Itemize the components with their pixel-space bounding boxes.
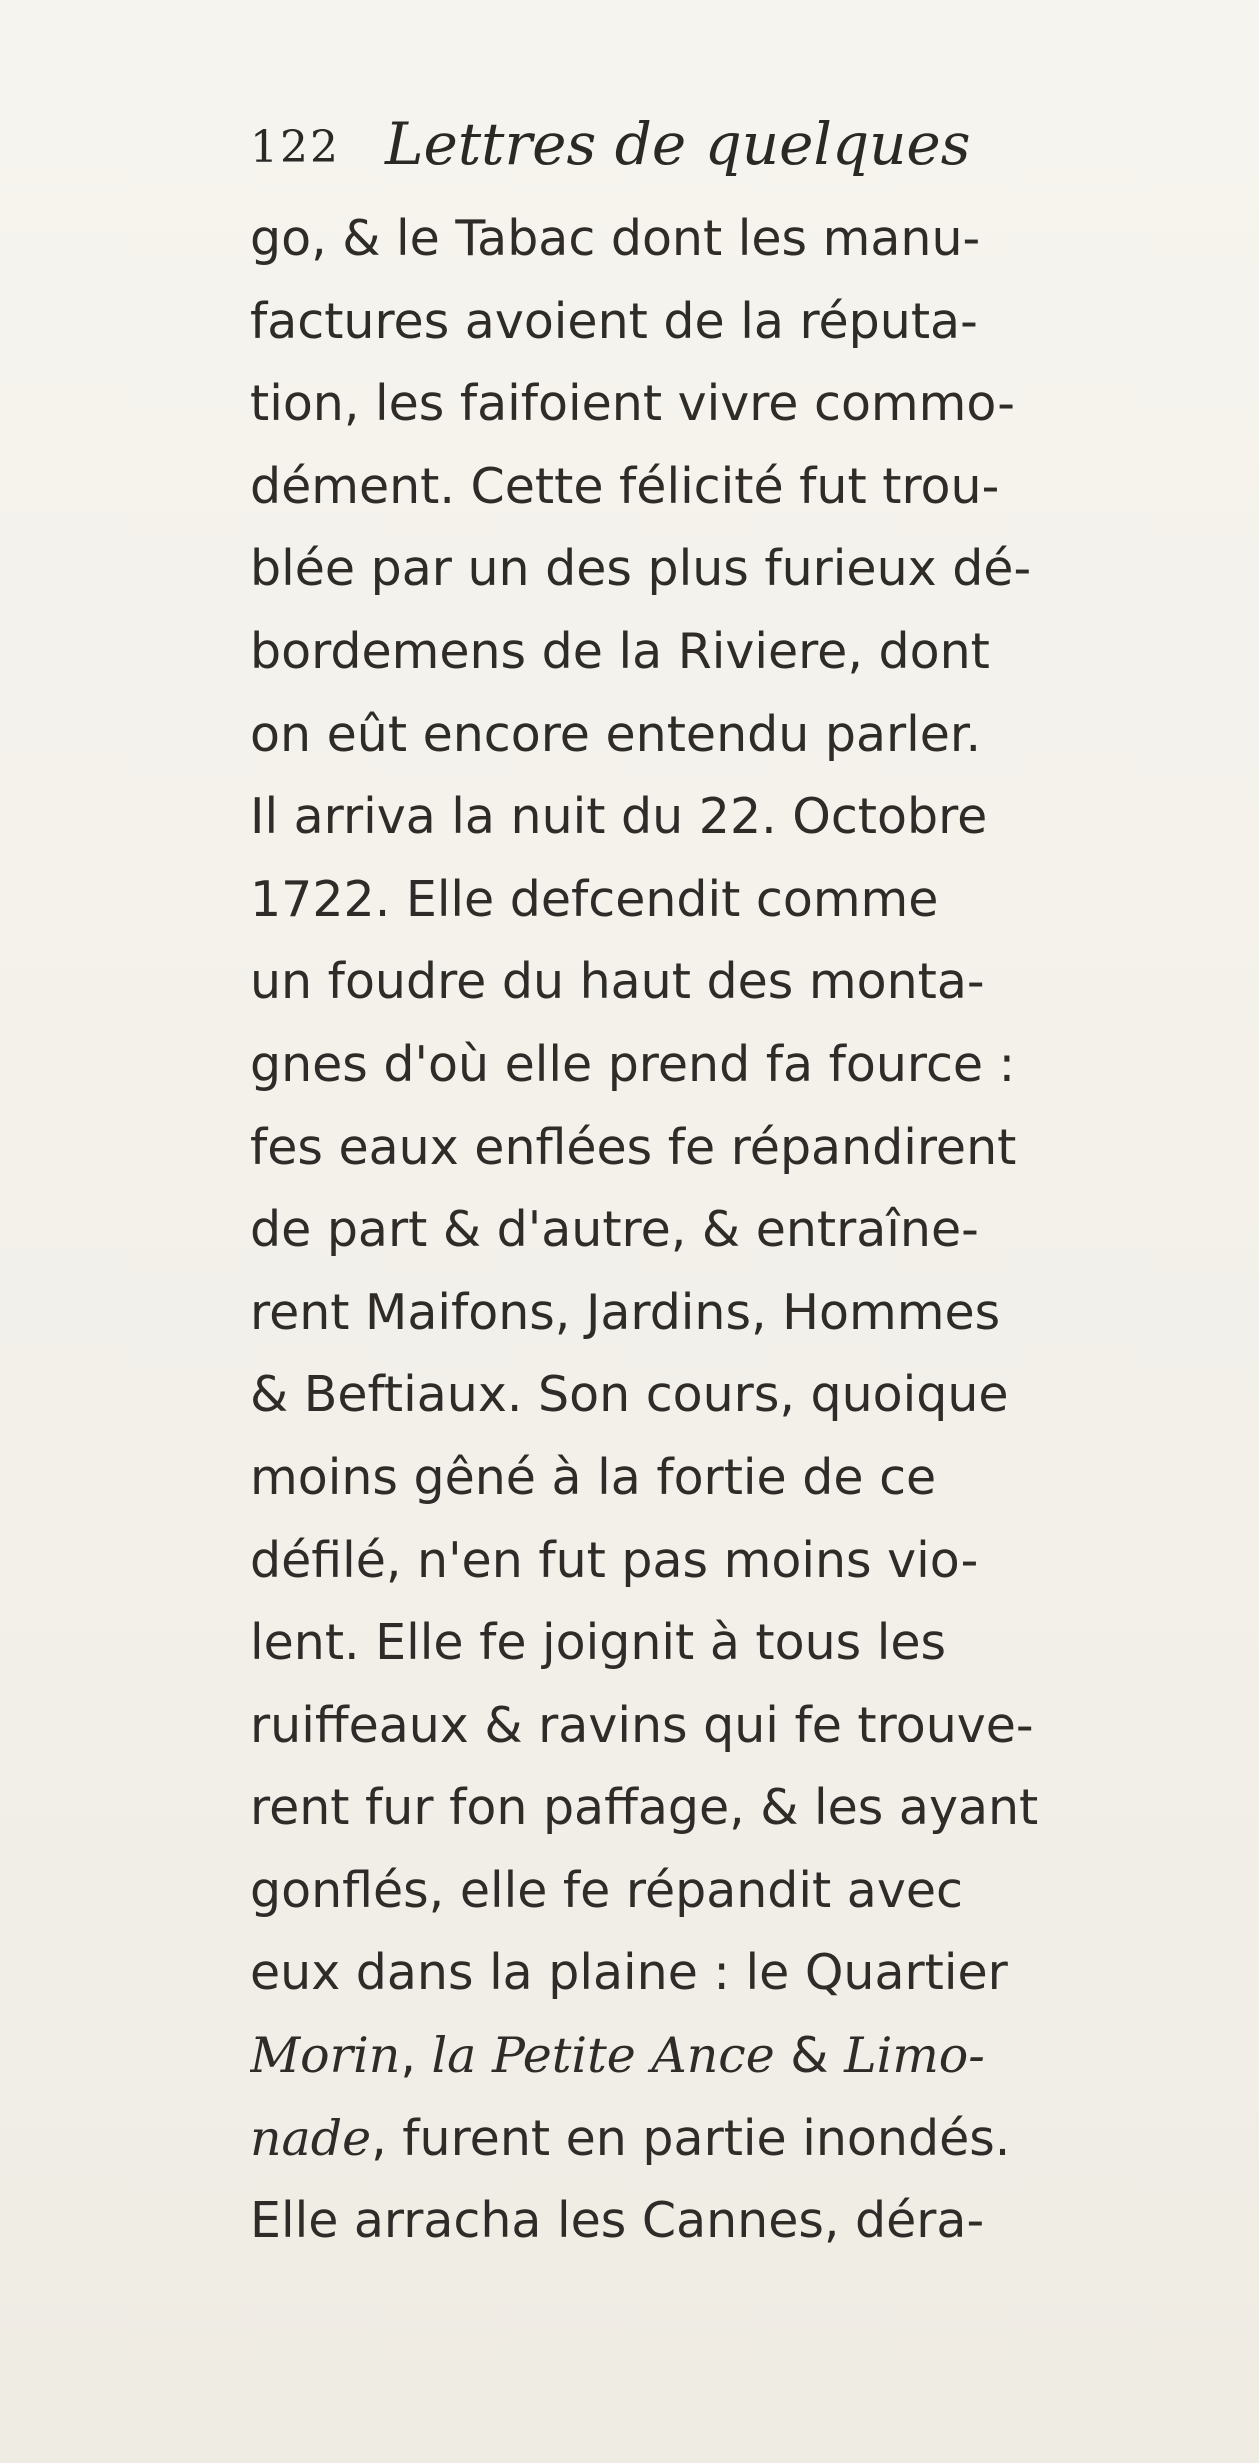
text-line: lent. Elle fe joignit à tous les xyxy=(250,1614,947,1672)
text-line: & Beftiaux. Son cours, quoique xyxy=(250,1366,1009,1424)
text-line: gnes d'où elle prend fa fource : xyxy=(250,1035,1016,1093)
separator: & xyxy=(774,2027,845,2085)
separator: , xyxy=(400,2027,432,2085)
text-line: blée par un des plus furieux dé- xyxy=(250,540,1032,598)
text-line: ruiffeaux & ravins qui fe trouve- xyxy=(250,1696,1034,1754)
text-line-places xyxy=(250,2098,1200,2181)
text-line: tion, les faifoient vivre commo- xyxy=(250,375,1015,433)
text-line: rent Maifons, Jardins, Hommes xyxy=(250,1283,1001,1341)
text-line: de part & d'autre, & entraîne- xyxy=(250,1201,979,1259)
place-name: nade xyxy=(250,2109,372,2167)
body-text xyxy=(250,198,1200,2263)
page-number: 122 xyxy=(250,122,340,173)
place-name: Morin xyxy=(250,2027,401,2085)
running-head: Lettres de quelques xyxy=(385,110,971,178)
text-line: factures avoient de la réputa- xyxy=(250,292,978,350)
page-header xyxy=(250,110,1150,190)
place-name: Limo- xyxy=(844,2027,985,2085)
text-line: défilé, n'en fut pas moins vio- xyxy=(250,1531,979,1589)
text-line: 1722. Elle defcendit comme xyxy=(250,870,939,928)
text-line: fes eaux enflées fe répandirent xyxy=(250,1118,1017,1176)
place-name: la Petite Ance xyxy=(431,2027,775,2085)
text-line: gonflés, elle fe répandit avec xyxy=(250,1861,963,1919)
text-line: dément. Cette félicité fut trou- xyxy=(250,457,1000,515)
text-line: on eût encore entendu parler. xyxy=(250,705,982,763)
text-line: un foudre du haut des monta- xyxy=(250,953,985,1011)
text-fragment: , furent en partie inondés. xyxy=(371,2109,1011,2167)
text-line: rent fur fon paffage, & les ayant xyxy=(250,1779,1039,1837)
text-line: eux dans la plaine : le Quartier xyxy=(250,1944,1008,2002)
text-line: Il arriva la nuit du 22. Octobre xyxy=(250,788,988,846)
text-line: Elle arracha les Cannes, déra- xyxy=(250,2192,985,2250)
text-line: bordemens de la Riviere, dont xyxy=(250,622,990,680)
text-line: moins gêné à la fortie de ce xyxy=(250,1448,937,1506)
text-line: go, & le Tabac dont les manu- xyxy=(250,210,981,267)
text-line-places xyxy=(250,2015,1200,2098)
